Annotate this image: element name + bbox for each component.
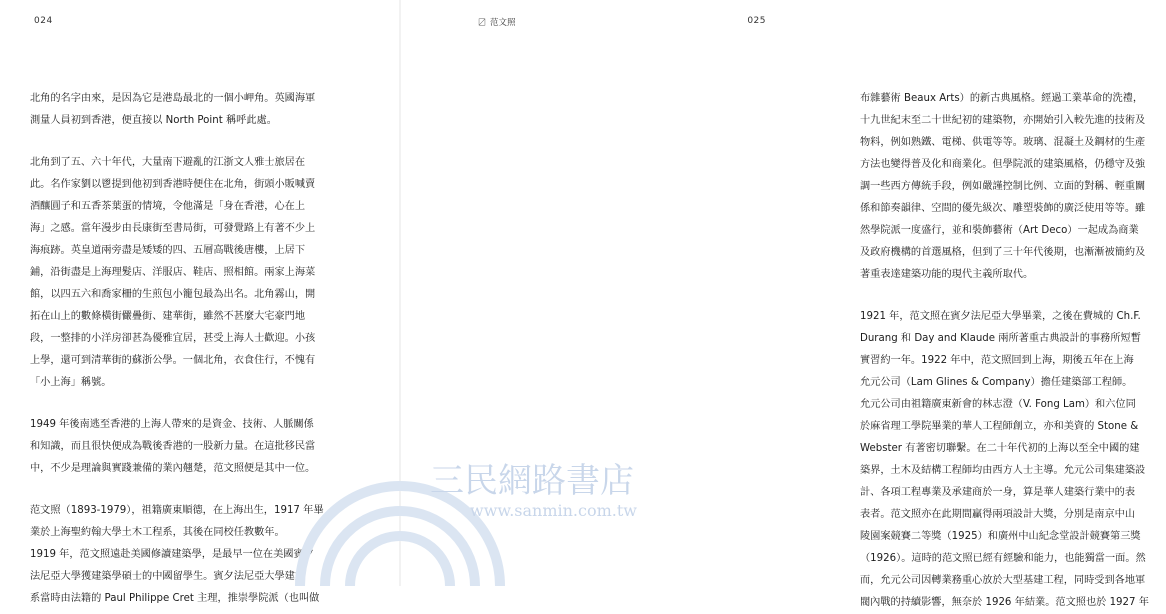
- watermark-chinese: 三民網路書店: [430, 461, 634, 501]
- text-line: 海」之感。當年漫步由長康街至書局街，可發覺路上有著不少上: [30, 223, 316, 234]
- text-line: 於麻省理工學院畢業的華人工程師創立，亦和美資的 Stone &: [860, 421, 1139, 432]
- paragraph-gap: [860, 286, 1166, 306]
- page-number: 024: [34, 16, 53, 26]
- text-line: 閥內戰的持續影響，無奈於 1926 年結業。范文照也於 1927 年: [860, 597, 1149, 608]
- running-head: [478, 16, 516, 28]
- text-line: 及政府機構的首選風格，但到了三十年代後期，也漸漸被簡約及: [860, 247, 1146, 258]
- text-line: 物料，例如熟鐵、電梯、供電等等。玻璃、混凝土及鋼材的生產: [860, 137, 1146, 148]
- text-line: 拓在山上的數條橫街儼疊街、建華街，雖然不甚麼大宅豪門地: [30, 311, 306, 322]
- text-line: 海痕跡。英皇道兩旁盡是矮矮的四、五層高戰後唐樓，上居下: [30, 245, 306, 256]
- text-line: 1949 年後南逃至香港的上海人帶來的是資金、技術、人脈關係: [30, 419, 314, 430]
- text-line: 方法也變得普及化和商業化。但學院派的建築風格，仍穩守及強: [860, 159, 1146, 170]
- text-line: 「小上海」稱號。: [30, 377, 112, 388]
- text-line: 北角的名字由來，是因為它是港島最北的一個小岬角。英國海軍: [30, 93, 316, 104]
- text-line: 北角到了五、六十年代，大量南下避亂的江浙文人雅士旅居在: [30, 157, 306, 168]
- text-line: 1919 年，范文照遠赴美國修讀建築學，是最早一位在美國賓夕: [30, 549, 314, 560]
- text-line: 係和節奏韻律、空間的優先級次、雕塑裝飾的廣泛使用等等。雖: [860, 203, 1146, 214]
- text-line: 陵園案競賽二等獎（1925）和廣州中山紀念堂設計競賽第三獎: [860, 531, 1141, 542]
- text-line: 允元公司由祖籍廣東新會的林志澄（V. Fong Lam）和六位同: [860, 399, 1136, 410]
- right-page: [400, 0, 1149, 608]
- running-head-title: 范文照: [490, 18, 516, 28]
- left-body-text: [30, 88, 370, 610]
- left-page: [0, 0, 400, 604]
- text-line: 系當時由法籍的 Paul Philippe Cret 主理，推崇學院派（也叫做: [30, 593, 320, 604]
- text-line: 館，以四五六和喬家柵的生煎包小籠包最為出名。北角霧山，開: [30, 289, 316, 300]
- paragraph-gap: [30, 480, 370, 500]
- paragraph-gap: [30, 132, 370, 152]
- text-line: 法尼亞大學獲建築學碩士的中國留學生。賓夕法尼亞大學建築: [30, 571, 306, 582]
- text-line: 業於上海聖約翰大學土木工程系，其後在同校任教數年。: [30, 527, 285, 538]
- text-line: 鋪，沿街盡是上海理髮店、洋服店、鞋店、照相館。兩家上海菜: [30, 267, 316, 278]
- text-line: 而，允元公司因轉業務重心放於大型基建工程，同時受到各地軍: [860, 575, 1146, 586]
- decorative-glyph-icon: 〼: [478, 18, 486, 27]
- watermark-url: www.sanmin.com.tw: [470, 501, 637, 520]
- text-line: 布雜藝術 Beaux Arts）的新古典風格。經過工業革命的洗禮，: [860, 93, 1144, 104]
- text-line: 允元公司（Lam Glines & Company）擔任建築部工程師。: [860, 377, 1133, 388]
- text-line: 上學，還可到清華街的蘇浙公學。一個北角，衣食住行，不愧有: [30, 355, 316, 366]
- text-line: 此。名作家劉以鬯提到他初到香港時便住在北角，街頭小販喊賣: [30, 179, 316, 190]
- text-line: 表者。范文照亦在此期間贏得兩項設計大獎，分別是南京中山: [860, 509, 1136, 520]
- text-line: 著重表達建築功能的現代主義所取代。: [860, 269, 1034, 280]
- text-line: 築界，土木及結構工程師均由西方人士主導。允元公司集建築設: [860, 465, 1146, 476]
- page-number: 025: [747, 16, 766, 26]
- paragraph-gap: [30, 394, 370, 414]
- text-line: 和知識，而且很快便成為戰後香港的一股新力量。在這批移民當: [30, 441, 316, 452]
- paragraph: [30, 88, 370, 132]
- text-line: 計、各項工程專業及承建商於一身，算是華人建築行業中的表: [860, 487, 1136, 498]
- text-line: 實習約一年。1922 年中，范文照回到上海，期後五年在上海: [860, 355, 1134, 366]
- paragraph: [30, 152, 370, 394]
- text-line: 中，不少是理論與實踐兼備的業內翹楚，范文照便是其中一位。: [30, 463, 316, 474]
- text-line: 調一些西方傳統手段，例如嚴謹控制比例、立面的對稱、輕重關: [860, 181, 1146, 192]
- text-line: （1926）。這時的范文照已經有經驗和能力，也能獨當一面。然: [860, 553, 1146, 564]
- text-line: 然學院派一度盛行，並和裝飾藝術（Art Deco）一起成為商業: [860, 225, 1139, 236]
- right-body-text: [860, 88, 1166, 614]
- text-line: 酒釀圓子和五香茶葉蛋的情境，令他滿是「身在香港，心在上: [30, 201, 306, 212]
- text-line: 1921 年，范文照在賓夕法尼亞大學畢業，之後在費城的 Ch.F.: [860, 311, 1141, 322]
- text-line: Durang 和 Day and Klaude 兩所著重古典設計的事務所短暫: [860, 333, 1141, 344]
- text-line: 段，一整排的小洋房卻甚為優雅宜居，甚受上海人士歡迎。小孩: [30, 333, 316, 344]
- text-line: Webster 有著密切聯繫。在二十年代初的上海以至全中國的建: [860, 443, 1140, 454]
- paragraph: [30, 500, 370, 610]
- text-line: 十九世紀末至二十世紀初的建築物，亦開始引入較先進的技術及: [860, 115, 1146, 126]
- paragraph: [860, 88, 1166, 286]
- text-line: 測量人員初到香港，便直接以 North Point 稱呼此處。: [30, 115, 277, 126]
- text-line: 范文照（1893-1979），祖籍廣東順德，在上海出生，1917 年畢: [30, 505, 324, 516]
- paragraph: [30, 414, 370, 480]
- paragraph: [860, 306, 1166, 614]
